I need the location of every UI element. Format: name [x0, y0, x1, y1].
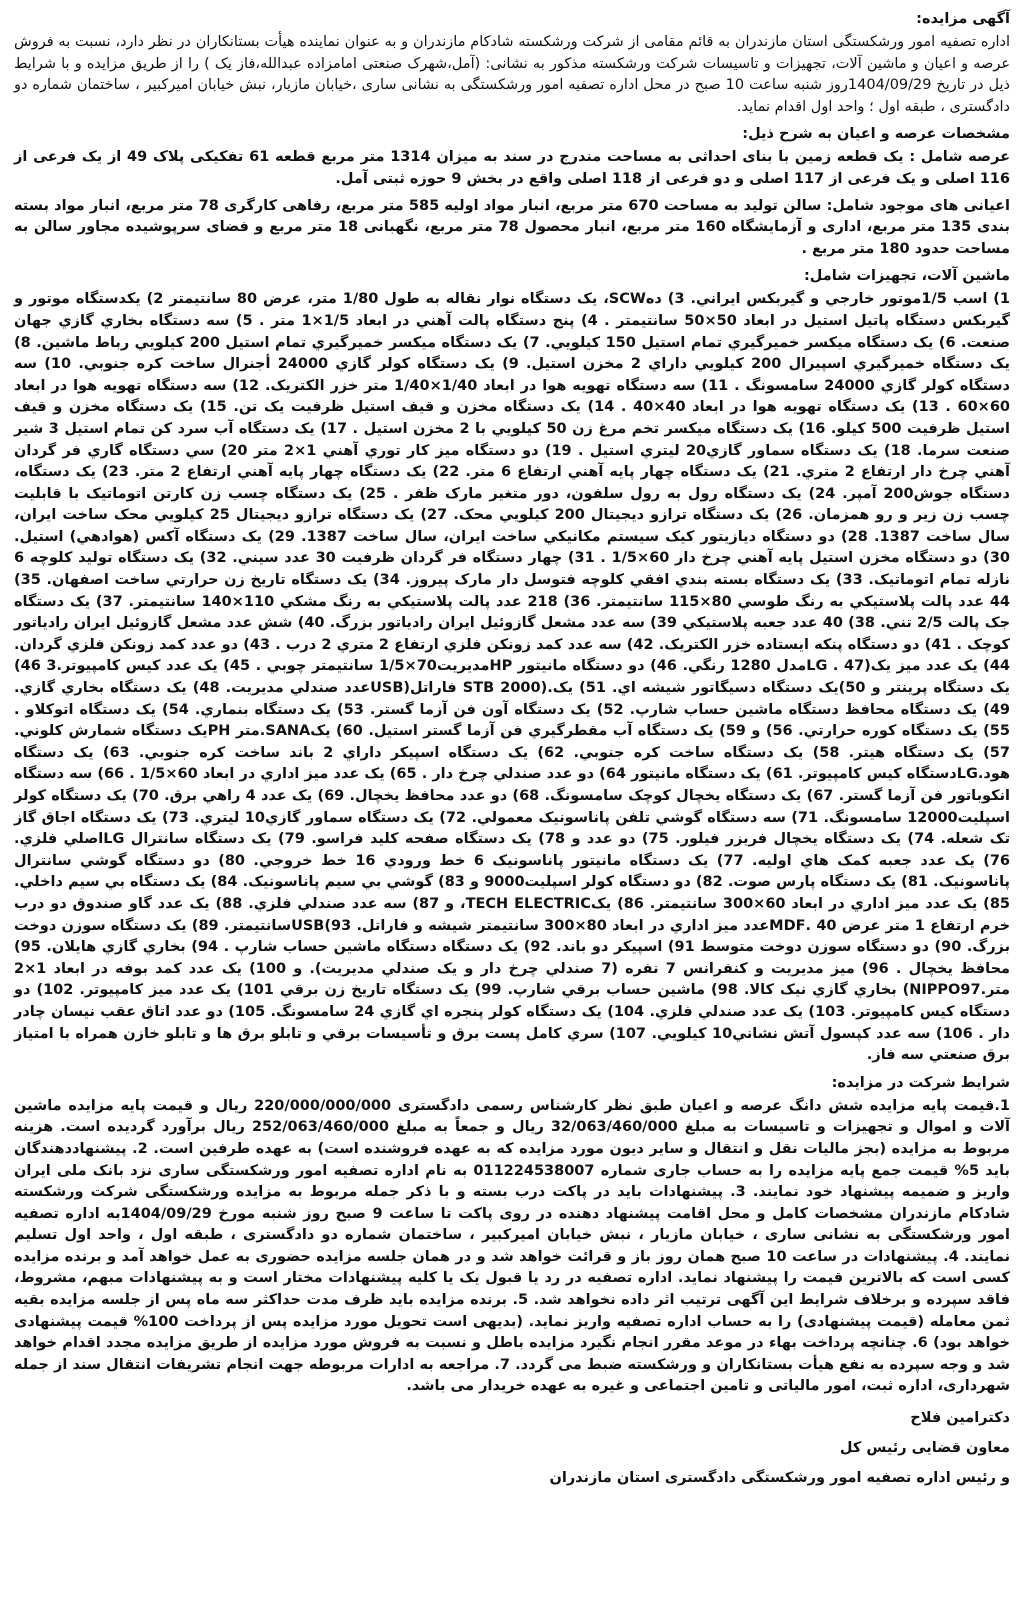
machinery-heading: ماشین آلات، تجهیزات شامل: — [803, 268, 1010, 285]
notice-title: آگهی مزایده: — [916, 11, 1010, 27]
notice-intro: اداره تصفیه امور ورشکستگی استان مازندران به قائم مقامی از شرکت ورشکسته شادکام مازندران و به عنوان نماینده هیأت بستانکاران در نظر دارد، نسبت به فروش عرصه و اعیان و ماشین آلات، تجهیزات و تاسیسات شرکت ورشکسته مذکور به نشانی: (آمل،شهرک صنعتی امامزاده عبدالله،فاز یک ) را از طریق مزایده و با شرایط ذیل در تاریخ 1404/09/29روز شنبه ساعت 10 صبح در محل اداره تصفیه امور ورشکستگی به نشانی ساری ،خیابان مازیار، نبش خیابان امیرکبیر ، ساختمان شماره دو دادگستری ، طبقه اول ؛ واحد اول اقدام نماید. — [14, 34, 1010, 115]
signature-role-1: معاون قضایی رئیس کل — [839, 1440, 1010, 1457]
conditions-heading: شرایط شرکت در مزایده: — [831, 1074, 1010, 1091]
signature-role-2: و رئیس اداره تصفیه امور ورشکستگی دادگستری استان مازندران — [549, 1470, 1010, 1487]
specs-heading: مشخصات عرصه و اعیان به شرح ذیل: — [742, 126, 1010, 143]
conditions-text: 1.قیمت پایه مزایده شش دانگ عرصه و اعیان طبق نظر کارشناس رسمی دادگستری 220/000/000/000 ریال و قیمت پایه مزایده ماشین آلات و اموال و تجهیزات و تاسیسات به مبلغ 32/063/460/000 ریال و جمعاً به مبلغ 252/063/460/000 ریال برآورد گردیده است. هزینه مربوط به مزایده (بجز مالیات نقل و انتقال و سایر دیون مورد مزایده که به عهده فروشنده است) به عهده طرفین است. 2. پیشنهاددهندگان باید 5% قیمت جمع پایه مزایده را به حساب جاری شماره 011224538007 به نام اداره تصفیه امور ورشکستگی ساری نزد بانک ملی ایران واریز و ضمیمه پیشنهاد خود نمایند. 3. پیشنهادات باید در پاکت درب بسته و با ذکر جمله مربوط به مزایده ورشکستگی شرکت ورشکسته شادکام مازندران مشخصات کامل و محل اقامت پیشنهاد دهنده در روی پاکت تا ساعت 9 صبح روز شنبه مورخ 1404/09/29به اداره تصفیه امور ورشکستگی به نشانی ساری ، خیابان مازیار ، نبش خیابان امیرکبیر ، ساختمان شماره دو دادگستری ، طبقه اول ، واحد اول تسلیم نمایند. 4. پیشنهادات در ساعت 10 صبح همان روز باز و قرائت خواهد شد و در همان جلسه مزایده حضوری به عمل خواهد آمد و برنده مزایده کسی است که بالاترین قیمت را پیشنهاد نماید. اداره تصفیه در رد یا قبول یک یا کلیه پیشنهادات مختار است و به پیشنهادات مبهم، مشروط، فاقد سپرده و برخلاف شرایط این آگهی ترتیب اثر داده نخواهد شد. 5. برنده مزایده باید ظرف مدت حداکثر سه ماه پس از جلسه مزایده بقیه ثمن معامله (قیمت پیشنهادی) را به حساب اداره تصفیه واریز نماید. (بدیهی است تحویل مورد مزایده پس از پرداخت 100% قیمت پیشنهادی خواهد بود) 6. چنانچه پرداخت بهاء در موعد مقرر انجام نگیرد مزایده باطل و نسبت به فروش مورد مزایده از طریق مزایده مجدد اقدام خواهد شد و وجه سپرده به نفع هیأت بستانکاران و ورشکسته ضبط می گردد. 7. مراجعه به ادارات مربوطه جهت انجام تشریفات انتقال سند از جمله شهرداری، اداره ثبت، امور مالیاتی و تامین اجتماعی و غیره به عهده خریدار می باشد. — [14, 1097, 1011, 1395]
buildings-description: اعیانی های موجود شامل: سالن تولید به مساحت 670 متر مربع، انبار مواد اولیه 585 متر مربع، رفاهی کارگری 78 متر مربع، انبار مواد بسته بندی 135 متر مربع، اداری و آزمایشگاه 160 متر مربع، انبار محصول 78 متر مربع، نگهبانی 18 متر مربع و فضای سرپوشیده مجاور سالن به مساحت حدود 180 متر مربع . — [14, 197, 1011, 257]
machinery-list: 1) اسب 1/5موتور خارجي و گيربکس ايراني. 3) دهSCW، يک دستگاه نوار نقاله به طول 1/80 متر، عرض 80 سانتيمتر 2) يکدستگاه موتور و گيربکس دستگاه پاتيل استيل در ابعاد 50×50 سانتيمتر . 4) پنج دستگاه پالت آهني در ابعاد 1/5×1 متر . 5) سه دستگاه بخاري گازي جهان صنعت. 6) يک دستگاه ميکسر خميرگيري تمام استيل 150 کيلويي. 7) يک دستگاه ميکسر خميرگيري تمام استيل 200 کيلويي رباط ماشين. 8) يک دستگاه خميرگيري اسپيرال 200 کيلويي داراي 2 مخزن استيل. 9) يک دستگاه کولر گازي 24000 أجنرال ساخت کره جنوبي. 10) سه دستگاه کولر گازي 24000 سامسونگ . 11) سه دستگاه تهويه هوا در ابعاد 1/40×1/40 متر خزر الکتريک. 12) سه دستگاه تهويه هوا در ابعاد 60×60 . 13) يک دستگاه تهويه هوا در ابعاد 40×40 . 14) يک دستگاه مخزن و قيف استيل ظرفيت يک تن. 15) يک دستگاه مخزن و قيف استيل ظرفيت 500 کيلو. 16) يک دستگاه ميکسر تخم مرغ زن 50 کيلويي با 2 مخزن استيل . 17) يک دستگاه آب سرد کن تمام استيل 3 شير صنعت سرما. 18) يک دستگاه سماور گازي20 ليتري استيل . 19) دو دستگاه ميز کار توري آهني 1×2 متر 20) سي دستگاه گاري فر گردان آهني چرخ دار ارتفاع 2 متري. 21) يک دستگاه چهار پايه آهني ارتفاع 6 متر. 22) يک دستگاه چهار پايه آهني ارتفاع 2 متر. 23) يک دستگاه، دستگاه جوش200 آمپر. 24) يک دستگاه رول به رول سلفون، دور متغير مارک ظفر . 25) يک دستگاه چسب زن کارتن اتوماتيک با قابليت چسب زن زير و رو همزمان. 26) يک دستگاه ترازو ديجيتال 200 کيلويي محک. 27) يک دستگاه ترازو ديجيتال 25 کيلويي محک ساخت ايران، سال ساخت 1387. 28) دو دستگاه ديازيتور کيک سيستم مکانيکي ساخت ايران، سال ساخت 1387. 29) يک دستگاه آکس (هوادهي) استيل. 30) دو دستگاه مخزن استيل پايه آهني چرخ دار 60×1/5 . 31) چهار دستگاه فر گردان ظرفيت 30 عدد سيني. 32) يک دستگاه توليد کلوچه 6 نازله تمام اتوماتيک. 33) يک دستگاه بسته بندي افقي کلوچه فتوسل دار مارک پيروز. 34) يک دستگاه تاريخ زن حرارتي ساخت اصفهان. 35) 44 عدد پالت پلاستيکي به رنگ طوسي 80×115 سانتيمتر. 36) 218 عدد پالت پلاستيکي به رنگ مشکي 110×140 سانتيمتر. 37) يک دستگاه جک پالت 2/5 تني. 38) 40 عدد جعبه پلاستيکي 39) سه عدد مشعل گازوئيل ايران رادياتور بزرگ. 40) شش عدد مشعل گازوئيل ايران رادياتور کوچک . 41) دو دستگاه پنکه ايستاده خزر الکتريک. 42) سه عدد کمد زونکن فلزي ارتفاع 2 متري 2 درب . 43) دو عدد کمد زونکن فلزي گردان. 44) يک عدد ميز يک(47 . LGمدل 1280 رنگي. 46) دو دستگاه مانيتور HPمديريت70×1/5 سانتيمتر چوبي . 45) يک عدد کيس کامپيوتر.3 46) يک دستگاه پرينتر و 50)يک دستگاه دسيگاتور شيشه اي. 51) يک.(STB 2000 فاراتل(USBعدد صندلي مديريت. 48) يک دستگاه بخاري گازي. 49) يک دستگاه محافظ دستگاه ماشين حساب شارپ. 52) يک دستگاه آون فن آزما گستر. 53) يک دستگاه بنماري. 54) يک دستگاه اتوکلاو . 55) يک دستگاه کوره حرارتي. 56) و 59) يک دستگاه آب مقطرگيري فن آزما گستر استيل. 60) يکSANA.متر PHيک دستگاه شمارش کلوني. 57) يک دستگاه هيتر. 58) يک دستگاه ساخت کره جنوبي. 62) يک دستگاه اسپيکر داراي 2 باند ساخت کره جنوبي. 63) يک دستگاه هود.LGدستگاه کيس کامپيوتر. 61) يک دستگاه مانيتور 64) دو عدد صندلي چرخ دار . 65) يک عدد ميز اداري در ابعاد 60×1/5 . 66) سه دستگاه انکوباتور فن آزما گستر. 67) يک دستگاه يخچال کوچک سامسونگ. 68) دو عدد محافظ يخچال. 69) يک عدد 4 راهي برق. 70) يک دستگاه کولر اسپليت12000 سامسونگ. 71) سه دستگاه گوشي تلفن پاناسونيک معمولي. 72) يک دستگاه سماور گازي10 ليتري. 73) يک دستگاه اجاق گاز تک شعله. 74) يک دستگاه يخچال فريزر فيلور. 75) دو عدد و 78) يک دستگاه صفحه کليد فراسو. 79) يک دستگاه سانترال LGاصلي فلزي. 76) يک عدد جعبه کمک هاي اوليه. 77) يک دستگاه مانيتور پاناسونيک 6 خط ورودي 16 خط خروجي. 80) دو دستگاه گوشي سانترال پاناسونيک. 81) يک دستگاه پارس صوت. 82) دو دستگاه کولر اسپليت9000 و 83) گوشي بي سيم پاناسونيک. 84) يک دستگاه بي سيم داخلي. 85) يک عدد ميز اداري در ابعاد 60×300 سانتيمتر. 86) يکTECH ELECTRIC، و 87) سه عدد صندلي فلزي. 88) يک عدد گاو صندوق دو درب خرم ارتفاع 1 متر عرض 40 .MDFعدد ميز اداري در ابعاد 80×300 سانتيمتر شيشه و فاراتل. 93)USBسانتيمتر. 89) يک دستگاه سوزن دوخت بزرگ. 90) دو دستگاه سوزن دوخت متوسط 91) اسپيکر دو باند. 92) يک دستگاه دستگاه ماشين حساب شارپ . 94) بخاري گازي هايلان. 95) محافظ يخچال . 96) ميز مديريت و کنفرانس 7 نفره (7 صندلي چرخ دار و يک صندلي مديريت). و 100) يک عدد کمد بوفه در ابعاد 1×2 متر.NIPPO97) بخاري گازي نيک کالا. 98) ماشين حساب برقي شارپ. 99) يک دستگاه تاريخ زن برقي 101) يک عدد ميز کامپيوتر. 102) دو دستگاه کيس کامپيوتر. 103) يک عدد صندلي فلزي. 104) يک دستگاه کولر پنجره اي گازي 24 سامسونگ. 105) دو عدد اتاق عقب نيسان چادر دار . 106) سه عدد کپسول آتش نشاني10 کيلويي. 107) سري کامل پست برق و تأسيسات برقي و تابلو برق ها و تابلو خازن همراه با امتياز برق صنعتي سه فاز. — [14, 291, 1011, 1064]
signature-name: دکترامین فلاح — [910, 1410, 1010, 1427]
land-description: عرصه شامل : یک قطعه زمین با بنای احداثی به مساحت مندرج در سند به میزان 1314 متر مربع قطعه 61 تفکیکی پلاک 49 از یک فرعی از 116 اصلی و یک فرعی از 117 اصلی و دو فرعی از 118 اصلی واقع در بخش 9 حوزه ثبتی آمل. — [14, 149, 1010, 187]
